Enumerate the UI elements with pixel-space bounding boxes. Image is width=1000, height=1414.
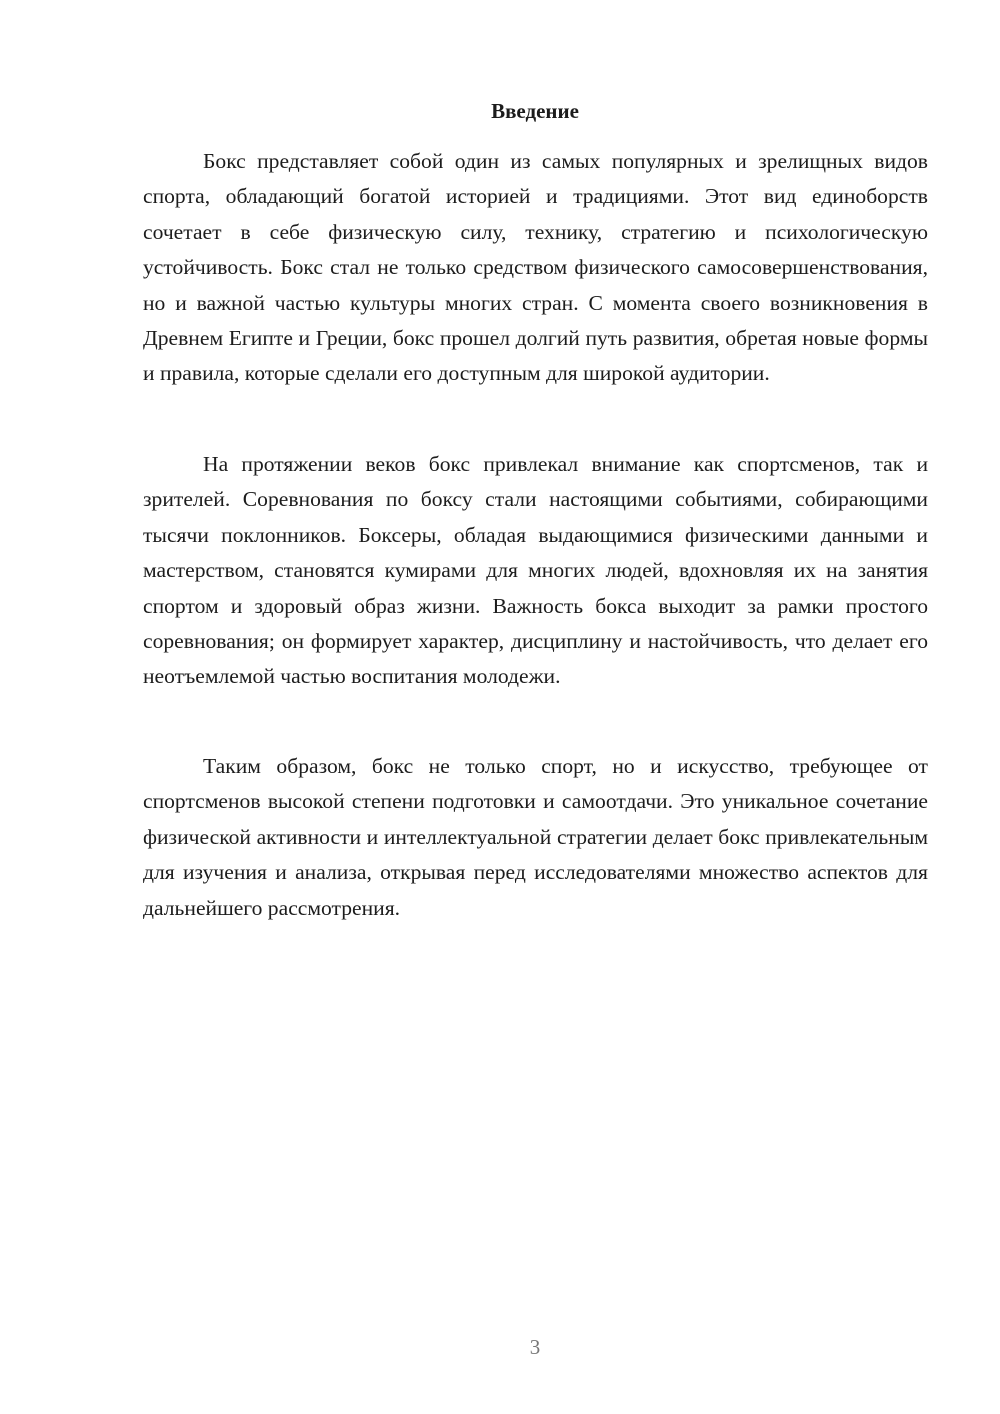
paragraph-1: Бокс представляет собой один из самых популярных и зрелищных видов спорта, обладающий богатой историей и традициями. Этот вид единоборств сочетает в себе физическую силу, технику, стратегию и психологическую устойчивость. Бокс стал не только средством физического самосовершенствования, но и важной частью культуры многих стран. С момента своего возникновения в Древнем Египте и Греции, бокс прошел долгий путь развития, обретая новые формы и правила, которые сделали его доступным для широкой аудитории.: [143, 149, 928, 386]
paragraph-2: На протяжении веков бокс привлекал внимание как спортсменов, так и зрителей. Соревнования по боксу стали настоящими событиями, собирающими тысячи поклонников. Боксеры, обладая выдающимися физическими данными и мастерством, становятся кумирами для многих людей, вдохновляя их на занятия спортом и здоровый образ жизни. Важность бокса выходит за рамки простого соревнования; он формирует характер, дисциплину и настойчивость, что делает его неотъемлемой частью воспитания молодежи.: [143, 452, 928, 689]
section-title: Введение: [491, 99, 579, 123]
page-number: 3: [529, 1335, 541, 1359]
paragraph-3: Таким образом, бокс не только спорт, но и искусство, требующее от спортсменов высокой степени подготовки и самоотдачи. Это уникальное сочетание физической активности и интеллектуальной стратегии делает бокс привлекательным для изучения и анализа, открывая перед исследователями множество аспектов для дальнейшего рассмотрения.: [143, 754, 928, 920]
